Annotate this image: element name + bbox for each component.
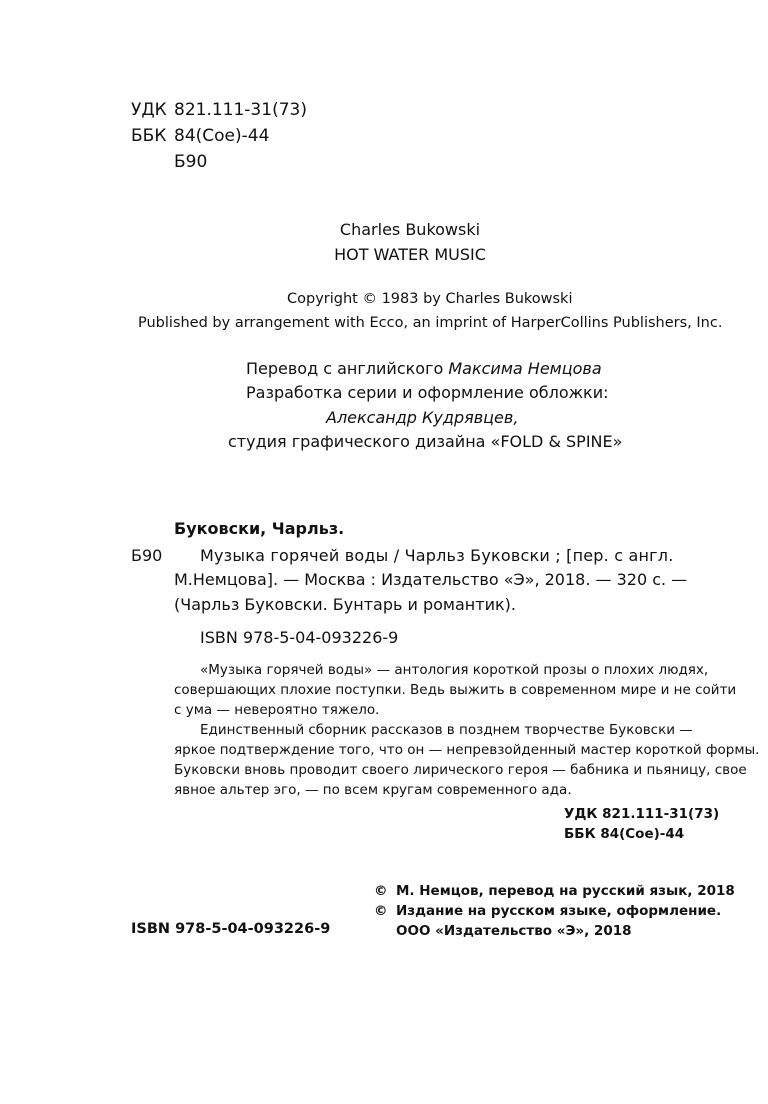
annotation-p2-line1: Единственный сборник рассказов в позднем творчестве Буковски — <box>200 722 693 738</box>
annotation-p1-line2: совершающих плохие поступки. Ведь выжить в современном мире и не сойти <box>174 682 737 698</box>
design-line: Разработка серии и оформление обложки: <box>246 383 609 402</box>
catalog-heading: Буковски, Чарльз. <box>174 519 345 538</box>
original-title: HOT WATER MUSIC <box>334 245 486 264</box>
copyright-line-3: ООО «Издательство «Э», 2018 <box>396 923 632 939</box>
catalog-isbn: ISBN 978-5-04-093226-9 <box>200 628 399 647</box>
published-line: Published by arrangement with Ecco, an imprint of HarperCollins Publishers, Inc. <box>138 315 723 331</box>
annotation-p1-line3: с ума — невероятно тяжело. <box>174 702 380 718</box>
catalog-line-2: М.Немцова]. — Москва : Издательство «Э», 2018. — 320 с. — <box>174 570 688 589</box>
catalog-line-3: (Чарльз Буковски. Бунтарь и романтик). <box>174 595 516 614</box>
copyright-line: Copyright © 1983 by Charles Bukowski <box>287 291 573 307</box>
bbk-code: ББК 84(Сое)-44 <box>564 826 685 842</box>
udk-value: 821.111-31(73) <box>174 100 307 120</box>
translation-credit <box>246 357 602 381</box>
original-author: Charles Bukowski <box>339 220 481 239</box>
bbk-value: 84(Сое)-44 <box>174 126 270 146</box>
annotation-p2-line4: явное альтер эго, — по всем кругам современного ада. <box>174 782 572 798</box>
copyright-symbol-1: © <box>374 883 388 899</box>
author-mark: Б90 <box>174 152 208 172</box>
translation-prefix: Перевод с английского <box>246 359 449 378</box>
annotation-p2-line3: Буковски вновь проводит своего лирического героя — бабника и пьяницу, свое <box>174 762 747 778</box>
designer-name: Александр Кудрявцев, <box>326 408 519 427</box>
catalog-mark: Б90 <box>131 546 163 565</box>
annotation-p1-line1: «Музыка горячей воды» — антология короткой прозы о плохих людях, <box>200 662 709 678</box>
copyright-line-2: Издание на русском языке, оформление. <box>396 903 722 919</box>
bbk-label: ББК <box>131 126 167 146</box>
annotation-p2-line2: яркое подтверждение того, что он — непревзойденный мастер короткой формы. <box>174 742 760 758</box>
udk-label: УДК <box>131 100 167 120</box>
catalog-line-1: Музыка горячей воды / Чарльз Буковски ; [пер. с англ. <box>200 546 674 565</box>
udk-code: УДК 821.111-31(73) <box>564 806 720 822</box>
copyright-line-1: М. Немцов, перевод на русский язык, 2018 <box>396 883 735 899</box>
studio-line: студия графического дизайна «FOLD & SPINE» <box>228 432 623 451</box>
copyright-symbol-2: © <box>374 903 388 919</box>
translator-name: Максима Немцова <box>448 359 602 378</box>
footer-isbn: ISBN 978-5-04-093226-9 <box>131 921 331 937</box>
